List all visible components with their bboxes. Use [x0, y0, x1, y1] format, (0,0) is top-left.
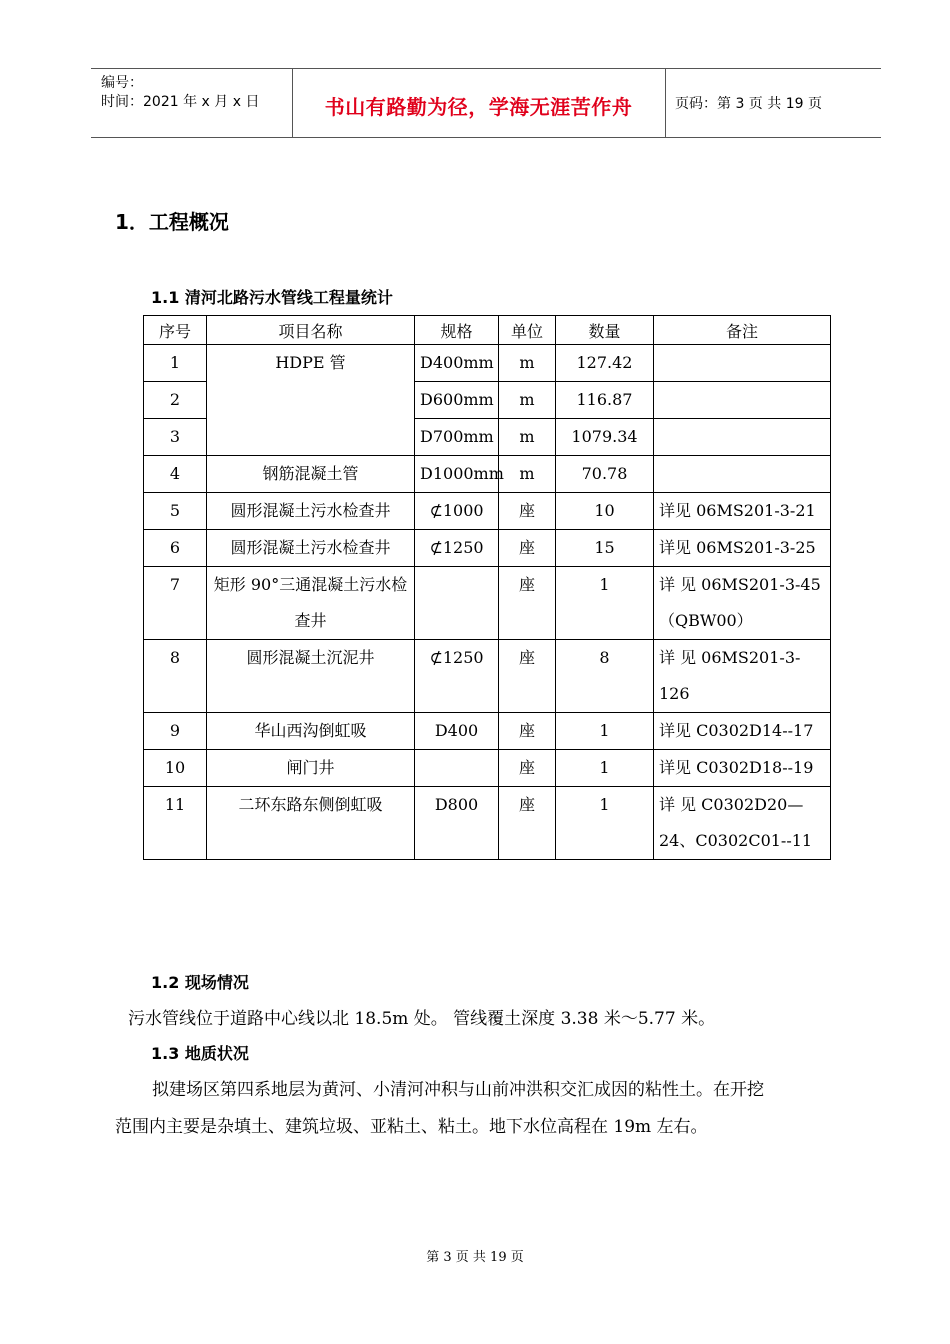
cell-qty: 1079.34: [556, 419, 654, 456]
cell-spec: D600mm: [415, 382, 499, 419]
cell-qty: 1: [556, 787, 654, 860]
cell-spec: D400mm: [415, 345, 499, 382]
cell-spec: ⊄1000: [415, 493, 499, 530]
cell-no: 3: [144, 419, 207, 456]
col-header-name: 项目名称: [207, 316, 415, 345]
table-row: [144, 640, 831, 713]
section-title-1-2: 1.2 现场情况: [151, 973, 249, 992]
table-row: [144, 750, 831, 787]
cell-name: 矩形 90°三通混凝土污水检查井: [207, 567, 415, 640]
cell-note: [654, 382, 831, 419]
chapter-heading: 1．工程概况: [115, 210, 229, 234]
table-header-row: [144, 316, 831, 345]
cell-no: 11: [144, 787, 207, 860]
time-label: 时间：2021 年 x 月 x 日: [101, 94, 260, 110]
cell-unit: 座: [499, 787, 556, 860]
section-title-1-1: 1.1 清河北路污水管线工程量统计: [151, 288, 393, 307]
cell-no: 1: [144, 345, 207, 382]
cell-no: 2: [144, 382, 207, 419]
page-header: [91, 68, 881, 138]
cell-note: 详 见 06MS201-3-126: [654, 640, 831, 713]
col-header-spec: 规格: [415, 316, 499, 345]
cell-spec: D700mm: [415, 419, 499, 456]
table-row: [144, 713, 831, 750]
cell-spec: D1000mm: [415, 456, 499, 493]
cell-spec: [415, 567, 499, 640]
cell-note: 详见 C0302D14--17: [654, 713, 831, 750]
cell-qty: 127.42: [556, 345, 654, 382]
cell-qty: 70.78: [556, 456, 654, 493]
col-header-no: 序号: [144, 316, 207, 345]
cell-note: [654, 419, 831, 456]
cell-name: 闸门井: [207, 750, 415, 787]
geology-text-line-2: 范围内主要是杂填土、建筑垃圾、亚粘土、粘土。地下水位高程在 19m 左右。: [115, 1117, 708, 1137]
cell-qty: 8: [556, 640, 654, 713]
cell-no: 10: [144, 750, 207, 787]
cell-name: HDPE 管: [207, 345, 415, 456]
cell-name: 圆形混凝土污水检查井: [207, 493, 415, 530]
cell-note: [654, 345, 831, 382]
cell-no: 5: [144, 493, 207, 530]
page-label: 页码：第 3 页 共 19 页: [675, 96, 822, 112]
cell-no: 4: [144, 456, 207, 493]
cell-unit: m: [499, 345, 556, 382]
cell-spec: D400: [415, 713, 499, 750]
cell-note: 详见 06MS201-3-25: [654, 530, 831, 567]
cell-unit: 座: [499, 567, 556, 640]
table-row: [144, 493, 831, 530]
cell-unit: m: [499, 456, 556, 493]
serial-label: 编号：: [101, 75, 143, 91]
cell-note: [654, 456, 831, 493]
cell-spec: [415, 750, 499, 787]
col-header-note: 备注: [654, 316, 831, 345]
cell-qty: 15: [556, 530, 654, 567]
cell-name: 华山西沟倒虹吸: [207, 713, 415, 750]
cell-unit: m: [499, 419, 556, 456]
cell-unit: 座: [499, 640, 556, 713]
cell-name: 二环东路东侧倒虹吸: [207, 787, 415, 860]
table-row: [144, 456, 831, 493]
cell-qty: 10: [556, 493, 654, 530]
motto: 书山有路勤为径，学海无涯苦作舟: [324, 95, 633, 119]
table-row: [144, 530, 831, 567]
cell-name: 钢筋混凝土管: [207, 456, 415, 493]
quantity-table: [143, 315, 831, 860]
col-header-qty: 数量: [556, 316, 654, 345]
cell-no: 7: [144, 567, 207, 640]
page-footer: 第 3 页 共 19 页: [426, 1250, 524, 1265]
header-meta-cell: [91, 69, 293, 137]
cell-qty: 1: [556, 713, 654, 750]
cell-no: 6: [144, 530, 207, 567]
table-row: [144, 787, 831, 860]
cell-no: 9: [144, 713, 207, 750]
col-header-unit: 单位: [499, 316, 556, 345]
section-title-1-3: 1.3 地质状况: [151, 1044, 249, 1063]
site-condition-text: 污水管线位于道路中心线以北 18.5m 处。 管线覆土深度 3.38 米～5.77 米。: [128, 1009, 716, 1029]
table-row: [144, 345, 831, 382]
cell-spec: D800: [415, 787, 499, 860]
cell-note: 详见 06MS201-3-21: [654, 493, 831, 530]
cell-unit: m: [499, 382, 556, 419]
cell-no: 8: [144, 640, 207, 713]
cell-spec: ⊄1250: [415, 640, 499, 713]
cell-note: 详 见 C0302D20—24、C0302C01--11: [654, 787, 831, 860]
cell-unit: 座: [499, 493, 556, 530]
cell-name: 圆形混凝土污水检查井: [207, 530, 415, 567]
cell-name: 圆形混凝土沉泥井: [207, 640, 415, 713]
header-motto-cell: [292, 69, 666, 137]
cell-note: 详见 C0302D18--19: [654, 750, 831, 787]
table-row: [144, 567, 831, 640]
cell-unit: 座: [499, 530, 556, 567]
cell-qty: 1: [556, 567, 654, 640]
cell-unit: 座: [499, 713, 556, 750]
cell-qty: 116.87: [556, 382, 654, 419]
cell-qty: 1: [556, 750, 654, 787]
cell-note: 详 见 06MS201-3-45（QBW00）: [654, 567, 831, 640]
geology-text-line-1: 拟建场区第四系地层为黄河、小清河冲积与山前冲洪积交汇成因的粘性土。在开挖: [152, 1080, 764, 1100]
cell-spec: ⊄1250: [415, 530, 499, 567]
cell-unit: 座: [499, 750, 556, 787]
